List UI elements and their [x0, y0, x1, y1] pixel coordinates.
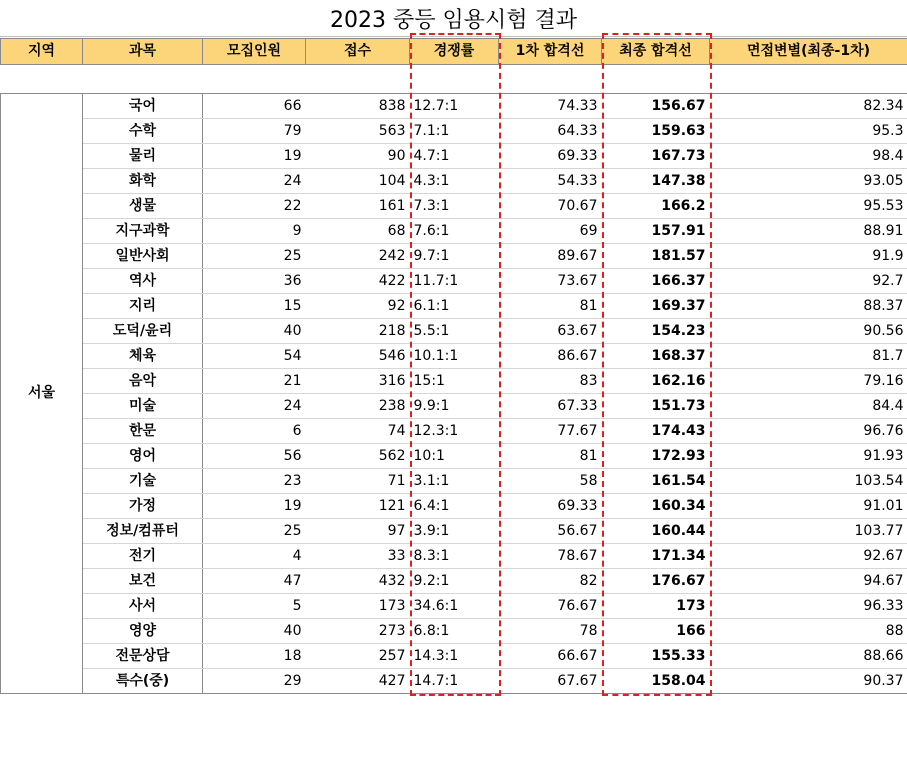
- cell-first-cutoff: 78: [499, 619, 602, 644]
- cell-applicants: 422: [306, 269, 410, 294]
- cell-quota: 22: [203, 194, 306, 219]
- cell-quota: 24: [203, 169, 306, 194]
- cell-competition-rate: 6.8:1: [410, 619, 499, 644]
- cell-subject: 한문: [83, 419, 203, 444]
- cell-first-cutoff: 67.33: [499, 394, 602, 419]
- cell-subject: 물리: [83, 144, 203, 169]
- cell-first-cutoff: 69: [499, 219, 602, 244]
- table-row: [1, 219, 907, 244]
- cell-quota: 24: [203, 394, 306, 419]
- cell-applicants: 104: [306, 169, 410, 194]
- cell-quota: 47: [203, 569, 306, 594]
- cell-subject: 수학: [83, 119, 203, 144]
- cell-quota: 66: [203, 94, 306, 119]
- cell-first-cutoff: 69.33: [499, 144, 602, 169]
- cell-interview-diff: 79.16: [710, 369, 907, 394]
- cell-subject: 보건: [83, 569, 203, 594]
- cell-applicants: 427: [306, 669, 410, 694]
- cell-applicants: 173: [306, 594, 410, 619]
- cell-first-cutoff: 83: [499, 369, 602, 394]
- cell-region: 서울: [1, 94, 83, 694]
- cell-applicants: 838: [306, 94, 410, 119]
- cell-competition-rate: 10:1: [410, 444, 499, 469]
- header-region: 지역: [1, 39, 83, 65]
- cell-interview-diff: 88: [710, 619, 907, 644]
- cell-quota: 25: [203, 519, 306, 544]
- cell-interview-diff: 92.67: [710, 544, 907, 569]
- cell-quota: 56: [203, 444, 306, 469]
- cell-competition-rate: 4.7:1: [410, 144, 499, 169]
- cell-final-cutoff: 147.38: [602, 169, 710, 194]
- cell-final-cutoff: 162.16: [602, 369, 710, 394]
- cell-subject: 지구과학: [83, 219, 203, 244]
- cell-interview-diff: 90.37: [710, 669, 907, 694]
- table-row: [1, 369, 907, 394]
- cell-first-cutoff: 89.67: [499, 244, 602, 269]
- cell-applicants: 121: [306, 494, 410, 519]
- cell-competition-rate: 10.1:1: [410, 344, 499, 369]
- cell-subject: 전문상담: [83, 644, 203, 669]
- cell-applicants: 546: [306, 344, 410, 369]
- sheet-title: 2023 중등 임용시험 결과: [0, 0, 907, 37]
- cell-subject: 기술: [83, 469, 203, 494]
- cell-first-cutoff: 74.33: [499, 94, 602, 119]
- cell-quota: 19: [203, 494, 306, 519]
- cell-first-cutoff: 73.67: [499, 269, 602, 294]
- cell-quota: 18: [203, 644, 306, 669]
- cell-final-cutoff: 156.67: [602, 94, 710, 119]
- cell-quota: 6: [203, 419, 306, 444]
- cell-applicants: 68: [306, 219, 410, 244]
- header-first-cutoff: 1차 합격선: [499, 39, 602, 65]
- table-row: [1, 519, 907, 544]
- cell-subject: 미술: [83, 394, 203, 419]
- cell-competition-rate: 12.7:1: [410, 94, 499, 119]
- cell-subject: 화학: [83, 169, 203, 194]
- cell-applicants: 90: [306, 144, 410, 169]
- cell-applicants: 218: [306, 319, 410, 344]
- table-row: [1, 569, 907, 594]
- cell-applicants: 33: [306, 544, 410, 569]
- cell-quota: 54: [203, 344, 306, 369]
- cell-interview-diff: 84.4: [710, 394, 907, 419]
- header-competition-rate: 경쟁률: [410, 39, 499, 65]
- cell-final-cutoff: 154.23: [602, 319, 710, 344]
- cell-interview-diff: 94.67: [710, 569, 907, 594]
- cell-subject: 영어: [83, 444, 203, 469]
- cell-quota: 9: [203, 219, 306, 244]
- cell-subject: 생물: [83, 194, 203, 219]
- cell-applicants: 273: [306, 619, 410, 644]
- cell-competition-rate: 14.3:1: [410, 644, 499, 669]
- cell-interview-diff: 98.4: [710, 144, 907, 169]
- cell-subject: 지리: [83, 294, 203, 319]
- cell-quota: 29: [203, 669, 306, 694]
- cell-first-cutoff: 66.67: [499, 644, 602, 669]
- cell-final-cutoff: 158.04: [602, 669, 710, 694]
- cell-applicants: 97: [306, 519, 410, 544]
- cell-final-cutoff: 151.73: [602, 394, 710, 419]
- cell-applicants: 562: [306, 444, 410, 469]
- cell-applicants: 161: [306, 194, 410, 219]
- cell-interview-diff: 95.3: [710, 119, 907, 144]
- cell-subject: 국어: [83, 94, 203, 119]
- cell-final-cutoff: 176.67: [602, 569, 710, 594]
- cell-subject: 일반사회: [83, 244, 203, 269]
- table-row: [1, 169, 907, 194]
- cell-quota: 15: [203, 294, 306, 319]
- cell-competition-rate: 9.9:1: [410, 394, 499, 419]
- table-row: [1, 669, 907, 694]
- cell-interview-diff: 82.34: [710, 94, 907, 119]
- table-row: [1, 119, 907, 144]
- cell-competition-rate: 4.3:1: [410, 169, 499, 194]
- cell-final-cutoff: 168.37: [602, 344, 710, 369]
- table-body: [1, 94, 907, 694]
- cell-competition-rate: 6.1:1: [410, 294, 499, 319]
- cell-interview-diff: 91.9: [710, 244, 907, 269]
- cell-final-cutoff: 160.34: [602, 494, 710, 519]
- header-interview-diff: 면접변별(최종-1차): [710, 39, 907, 65]
- cell-final-cutoff: 159.63: [602, 119, 710, 144]
- table-row: [1, 194, 907, 219]
- table-row: [1, 469, 907, 494]
- cell-final-cutoff: 172.93: [602, 444, 710, 469]
- cell-quota: 40: [203, 319, 306, 344]
- cell-interview-diff: 103.77: [710, 519, 907, 544]
- table-row: [1, 394, 907, 419]
- table-row: [1, 444, 907, 469]
- cell-applicants: 563: [306, 119, 410, 144]
- header-final-cutoff: 최종 합격선: [602, 39, 710, 65]
- cell-final-cutoff: 169.37: [602, 294, 710, 319]
- table-row: [1, 544, 907, 569]
- cell-interview-diff: 96.33: [710, 594, 907, 619]
- cell-first-cutoff: 77.67: [499, 419, 602, 444]
- cell-final-cutoff: 181.57: [602, 244, 710, 269]
- cell-interview-diff: 81.7: [710, 344, 907, 369]
- cell-applicants: 71: [306, 469, 410, 494]
- table-row: [1, 344, 907, 369]
- header-row: [1, 39, 907, 65]
- cell-final-cutoff: 173: [602, 594, 710, 619]
- cell-first-cutoff: 82: [499, 569, 602, 594]
- cell-competition-rate: 7.6:1: [410, 219, 499, 244]
- cell-applicants: 238: [306, 394, 410, 419]
- cell-subject: 가정: [83, 494, 203, 519]
- header-quota: 모집인원: [203, 39, 306, 65]
- cell-first-cutoff: 81: [499, 294, 602, 319]
- header-subject: 과목: [83, 39, 203, 65]
- cell-interview-diff: 88.37: [710, 294, 907, 319]
- cell-quota: 23: [203, 469, 306, 494]
- cell-competition-rate: 3.1:1: [410, 469, 499, 494]
- table-row: [1, 144, 907, 169]
- cell-first-cutoff: 63.67: [499, 319, 602, 344]
- table-row: [1, 294, 907, 319]
- cell-final-cutoff: 161.54: [602, 469, 710, 494]
- cell-first-cutoff: 67.67: [499, 669, 602, 694]
- table-row: [1, 319, 907, 344]
- table-row: [1, 619, 907, 644]
- cell-subject: 특수(중): [83, 669, 203, 694]
- cell-competition-rate: 5.5:1: [410, 319, 499, 344]
- cell-applicants: 432: [306, 569, 410, 594]
- cell-subject: 영양: [83, 619, 203, 644]
- cell-first-cutoff: 56.67: [499, 519, 602, 544]
- table-row: [1, 594, 907, 619]
- cell-competition-rate: 14.7:1: [410, 669, 499, 694]
- cell-interview-diff: 91.01: [710, 494, 907, 519]
- cell-interview-diff: 88.91: [710, 219, 907, 244]
- table-row: [1, 244, 907, 269]
- cell-competition-rate: 9.7:1: [410, 244, 499, 269]
- cell-interview-diff: 93.05: [710, 169, 907, 194]
- table-row: [1, 269, 907, 294]
- spacer-body: [1, 65, 907, 94]
- cell-first-cutoff: 69.33: [499, 494, 602, 519]
- table-header: [1, 39, 907, 65]
- results-table: [0, 38, 907, 694]
- cell-interview-diff: 95.53: [710, 194, 907, 219]
- spacer-row: [1, 65, 907, 94]
- cell-quota: 36: [203, 269, 306, 294]
- cell-competition-rate: 9.2:1: [410, 569, 499, 594]
- cell-competition-rate: 7.1:1: [410, 119, 499, 144]
- cell-quota: 4: [203, 544, 306, 569]
- cell-first-cutoff: 78.67: [499, 544, 602, 569]
- cell-final-cutoff: 167.73: [602, 144, 710, 169]
- cell-final-cutoff: 155.33: [602, 644, 710, 669]
- table-row: [1, 494, 907, 519]
- cell-applicants: 242: [306, 244, 410, 269]
- cell-applicants: 74: [306, 419, 410, 444]
- cell-first-cutoff: 76.67: [499, 594, 602, 619]
- cell-subject: 전기: [83, 544, 203, 569]
- cell-first-cutoff: 81: [499, 444, 602, 469]
- cell-interview-diff: 96.76: [710, 419, 907, 444]
- cell-competition-rate: 11.7:1: [410, 269, 499, 294]
- cell-competition-rate: 6.4:1: [410, 494, 499, 519]
- cell-subject: 역사: [83, 269, 203, 294]
- cell-competition-rate: 34.6:1: [410, 594, 499, 619]
- table-row: [1, 419, 907, 444]
- cell-quota: 21: [203, 369, 306, 394]
- cell-quota: 5: [203, 594, 306, 619]
- cell-final-cutoff: 157.91: [602, 219, 710, 244]
- cell-final-cutoff: 174.43: [602, 419, 710, 444]
- cell-final-cutoff: 166.2: [602, 194, 710, 219]
- cell-subject: 사서: [83, 594, 203, 619]
- header-applicants: 접수: [306, 39, 410, 65]
- cell-interview-diff: 90.56: [710, 319, 907, 344]
- cell-quota: 19: [203, 144, 306, 169]
- cell-interview-diff: 103.54: [710, 469, 907, 494]
- cell-competition-rate: 12.3:1: [410, 419, 499, 444]
- cell-final-cutoff: 171.34: [602, 544, 710, 569]
- cell-final-cutoff: 166.37: [602, 269, 710, 294]
- cell-quota: 40: [203, 619, 306, 644]
- cell-first-cutoff: 58: [499, 469, 602, 494]
- cell-quota: 25: [203, 244, 306, 269]
- cell-applicants: 316: [306, 369, 410, 394]
- cell-competition-rate: 7.3:1: [410, 194, 499, 219]
- cell-interview-diff: 91.93: [710, 444, 907, 469]
- cell-interview-diff: 92.7: [710, 269, 907, 294]
- cell-subject: 정보/컴퓨터: [83, 519, 203, 544]
- cell-competition-rate: 15:1: [410, 369, 499, 394]
- cell-competition-rate: 3.9:1: [410, 519, 499, 544]
- cell-first-cutoff: 54.33: [499, 169, 602, 194]
- cell-competition-rate: 8.3:1: [410, 544, 499, 569]
- table-row: [1, 94, 907, 119]
- cell-final-cutoff: 160.44: [602, 519, 710, 544]
- cell-subject: 체육: [83, 344, 203, 369]
- cell-first-cutoff: 86.67: [499, 344, 602, 369]
- cell-applicants: 257: [306, 644, 410, 669]
- table-row: [1, 644, 907, 669]
- cell-final-cutoff: 166: [602, 619, 710, 644]
- cell-quota: 79: [203, 119, 306, 144]
- cell-first-cutoff: 64.33: [499, 119, 602, 144]
- cell-interview-diff: 88.66: [710, 644, 907, 669]
- cell-subject: 음악: [83, 369, 203, 394]
- cell-subject: 도덕/윤리: [83, 319, 203, 344]
- cell-first-cutoff: 70.67: [499, 194, 602, 219]
- cell-applicants: 92: [306, 294, 410, 319]
